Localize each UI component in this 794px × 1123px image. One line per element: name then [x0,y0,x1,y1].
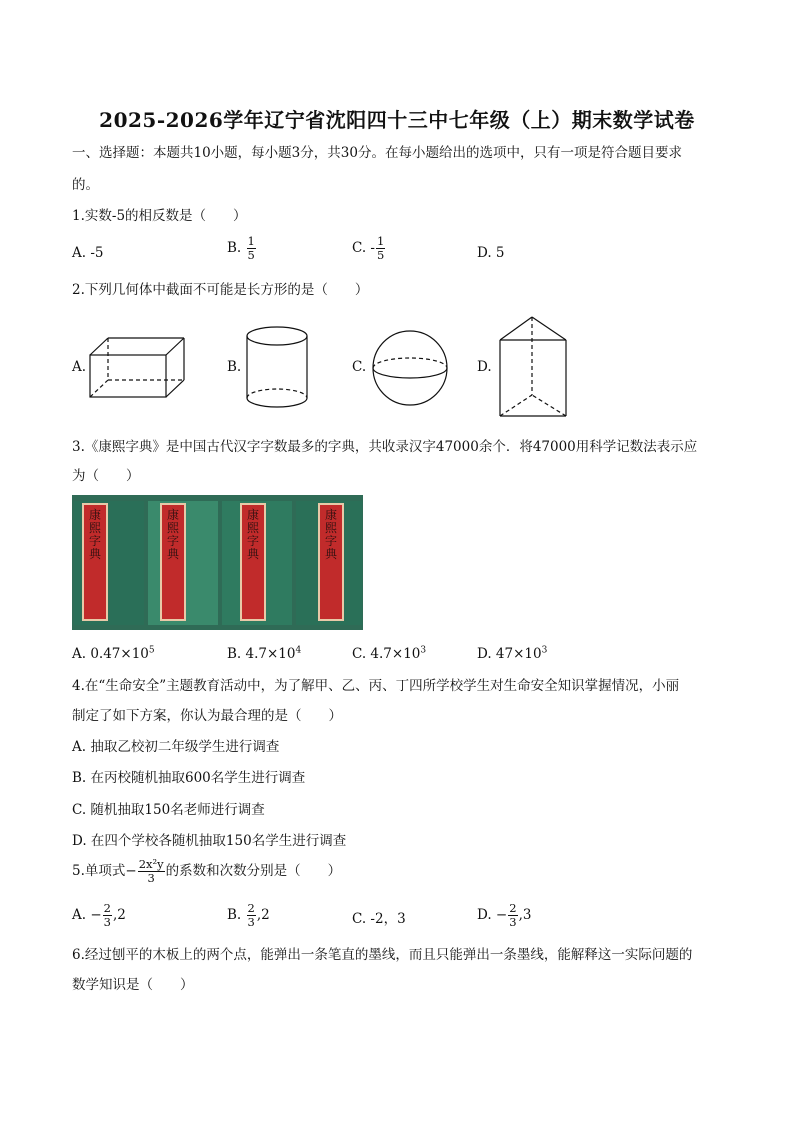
question-4-stem-line2: 制定了如下方案，你认为最合理的是（ ） [72,708,342,724]
cylinder-icon [246,325,310,411]
question-2-stem: 2.下列几何体中截面不可能是长方形的是（ ） [72,282,369,298]
question-6-stem-line2: 数学知识是（ ） [72,977,194,993]
q1-option-a: A. -5 [72,245,104,261]
q3-option-a: A. $0.47\times 10^5$ [72,645,155,662]
question-1-stem: 1.实数-5的相反数是（ ） [72,208,247,224]
cuboid-icon [88,335,188,400]
q5-option-d: D. − $\frac{2}{3}$ ,3 [477,901,532,929]
q4-option-d: D. 在四个学校各随机抽取150名学生进行调查 [72,833,347,849]
q2-option-d-label: D. [477,359,492,375]
question-6-stem-line1: 6.经过刨平的木板上的两个点，能弹出一条笔直的墨线，而且只能弹出一条墨线，能解释这一实际问题的 [72,947,693,963]
q3-option-d: D. $47\times 10^3$ [477,645,548,662]
section-instructions-line1: 一、选择题：本题共10小题，每小题3分，共30分。在每小题给出的选项中，只有一项是符合题目要求 [72,145,682,161]
q2-option-b-label: B. [227,359,242,375]
q5-option-c: C. -2，3 [352,911,406,927]
q5-option-a: A. − $\frac{2}{3}$ ,2 [72,901,126,929]
sphere-icon [372,330,450,408]
question-5-stem: 5.单项式− $\frac{\text{2x²y}}{3}$ 的系数和次数分别是（ ） [72,857,342,885]
q4-option-b: B. 在丙校随机抽取600名学生进行调查 [72,770,306,786]
kangxi-dictionary-photo: 康 熙 字 典 康 熙 字 典 康 熙 字 典 康 熙 字 典 [72,495,363,630]
q5-option-b: B. $\frac{2}{3}$ ,2 [227,901,270,929]
q2-option-a-label: A. [72,359,87,375]
q1-option-c: C. - $\frac{1}{5}$ [352,234,385,262]
q1-option-b: B. $\frac{1}{5}$ [227,234,255,262]
q4-option-c: C. 随机抽取150名老师进行调查 [72,802,265,818]
q2-option-c-label: C. [352,359,367,375]
q1-option-d: D. 5 [477,245,505,261]
triangular-prism-icon [498,315,570,419]
section-instructions-line2: 的。 [72,177,99,193]
page-title: 2025-2026学年辽宁省沈阳四十三中七年级（上）期末数学试卷 [99,108,695,132]
q4-option-a: A. 抽取乙校初二年级学生进行调查 [72,739,280,755]
question-3-stem-line1: 3.《康熙字典》是中国古代汉字字数最多的字典，共收录汉字47000余个．将47000用科学记数法表示应 [72,439,698,455]
question-4-stem-line1: 4.在“生命安全”主题教育活动中，为了解甲、乙、丙、丁四所学校学生对生命安全知识掌握情况，小丽 [72,678,680,694]
q3-option-b: B. $4.7\times 10^4$ [227,645,302,662]
question-3-stem-line2: 为（ ） [72,468,140,484]
q3-option-c: C. $4.7\times 10^3$ [352,645,427,662]
